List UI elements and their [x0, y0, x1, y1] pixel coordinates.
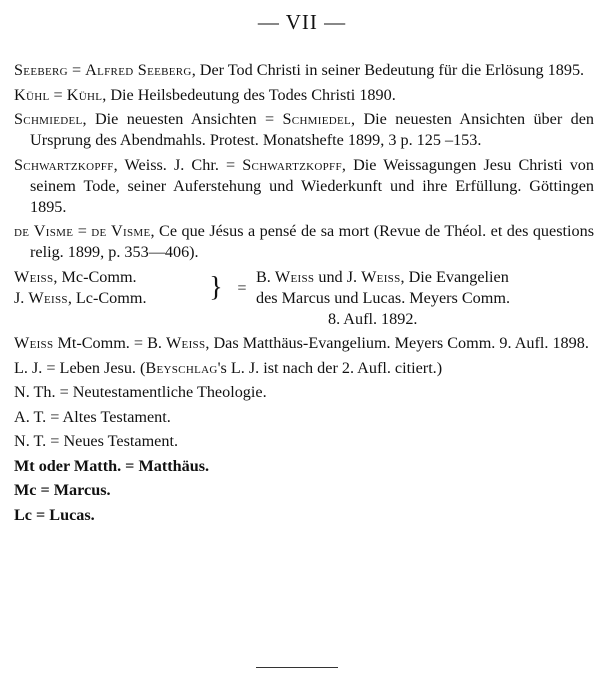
entry-seeberg	[14, 60, 594, 81]
brace-symbol: }	[209, 271, 223, 303]
entry-schmiedel	[14, 109, 594, 151]
entry-key: Schwartzkopff	[14, 155, 114, 174]
entry-text: , Die Evangelien	[400, 267, 509, 286]
entry-author: Schmiedel	[282, 110, 352, 128]
entry-author: Weiss	[361, 267, 401, 286]
entry-author: Weiss	[274, 267, 315, 286]
weiss-ref-line-2: des Marcus und Lucas. Meyers Comm.	[256, 288, 511, 307]
entry-text: , Die neuesten Ansichten =	[82, 110, 283, 128]
equals: =	[49, 85, 67, 104]
entry-text: , Weiss. J. Chr. =	[113, 155, 243, 174]
entry-author: Kühl	[66, 85, 103, 104]
entry-key: Seeberg	[14, 61, 68, 79]
weiss-ref-line-1	[256, 267, 594, 288]
entry-text: und J.	[314, 267, 362, 286]
entry-at: A. T. = Altes Testament.	[14, 407, 171, 426]
footer-rule	[256, 667, 338, 668]
entry-text: , Mc-Comm.	[53, 267, 137, 286]
entry-author: Schwartzkopff	[242, 155, 342, 174]
entry-text: , Lc-Comm.	[67, 288, 147, 307]
entry-schwartzkopff	[14, 155, 594, 218]
entry-text: , Die Heilsbedeutung des Todes Christi 1890.	[102, 85, 396, 104]
entry-text: Mt-Comm. = B.	[53, 334, 166, 352]
abbreviation-list	[14, 60, 594, 529]
entry-key: Schmiedel	[14, 110, 83, 128]
entry-key: Weiss	[14, 267, 54, 286]
entry-key: Weiss	[14, 334, 54, 352]
weiss-ref-line-3: 8. Aufl. 1892.	[328, 309, 418, 328]
equals: =	[67, 61, 86, 79]
entry-author: Alfred Seeberg	[85, 61, 192, 79]
equals: =	[73, 222, 92, 240]
entry-mc: Mc = Marcus.	[14, 481, 111, 499]
entry-author: Beyschlag	[145, 358, 218, 377]
entry-text: 's L. J. ist nach der 2. Aufl. citiert.)	[217, 358, 443, 377]
entry-text: , Der Tod Christi in seiner Bedeutung für die Erlösung 1895.	[191, 61, 585, 79]
entry-leben-jesu	[14, 358, 594, 379]
entry-weiss-comm	[14, 267, 594, 330]
entry-text: , Die Weissagungen Jesu Christi von seinem Tode, seiner Auferstehung und Wiederkunft und ihre Erfüllung. Göttingen 1895.	[30, 155, 594, 216]
weiss-reference	[256, 267, 594, 330]
entry-author: de Visme	[91, 222, 151, 240]
entry-de-visme	[14, 221, 594, 263]
entry-text: , Ce que Jésus a pensé de sa mort (Revue de Théol. et des questions relig. 1899, p. 353—406).	[30, 222, 594, 261]
entry-text: J.	[14, 288, 29, 307]
entry-text: , Das Matthäus-Evangelium. Meyers Comm. 9. Aufl. 1898.	[205, 334, 589, 352]
weiss-mc-key	[14, 267, 204, 288]
entry-nth: N. Th. = Neutestamentliche Theologie.	[14, 383, 267, 401]
equals: =	[237, 278, 247, 297]
entry-lc: Lc = Lucas.	[14, 505, 95, 524]
weiss-lc-key	[14, 288, 204, 309]
weiss-keys	[14, 267, 204, 309]
entry-mt: Mt oder Matth. = Matthäus.	[14, 456, 210, 475]
entry-text: B.	[256, 267, 275, 286]
entry-key: de Visme	[14, 222, 74, 240]
entry-kuehl	[14, 85, 594, 106]
entry-text: , Die neuesten Ansichten über den Ursprung des Abendmahls. Protest. Monatshefte 1899, 3 p. 125 –153.	[30, 110, 594, 149]
entry-nt: N. T. = Neues Testament.	[14, 432, 178, 450]
page-number: — VII —	[257, 10, 347, 34]
entry-key: Kühl	[14, 85, 50, 104]
entry-text: L. J. = Leben Jesu. (	[14, 358, 146, 377]
entry-weiss-mt	[14, 333, 594, 354]
entry-key: Weiss	[28, 288, 68, 307]
entry-author: Weiss	[165, 334, 206, 352]
